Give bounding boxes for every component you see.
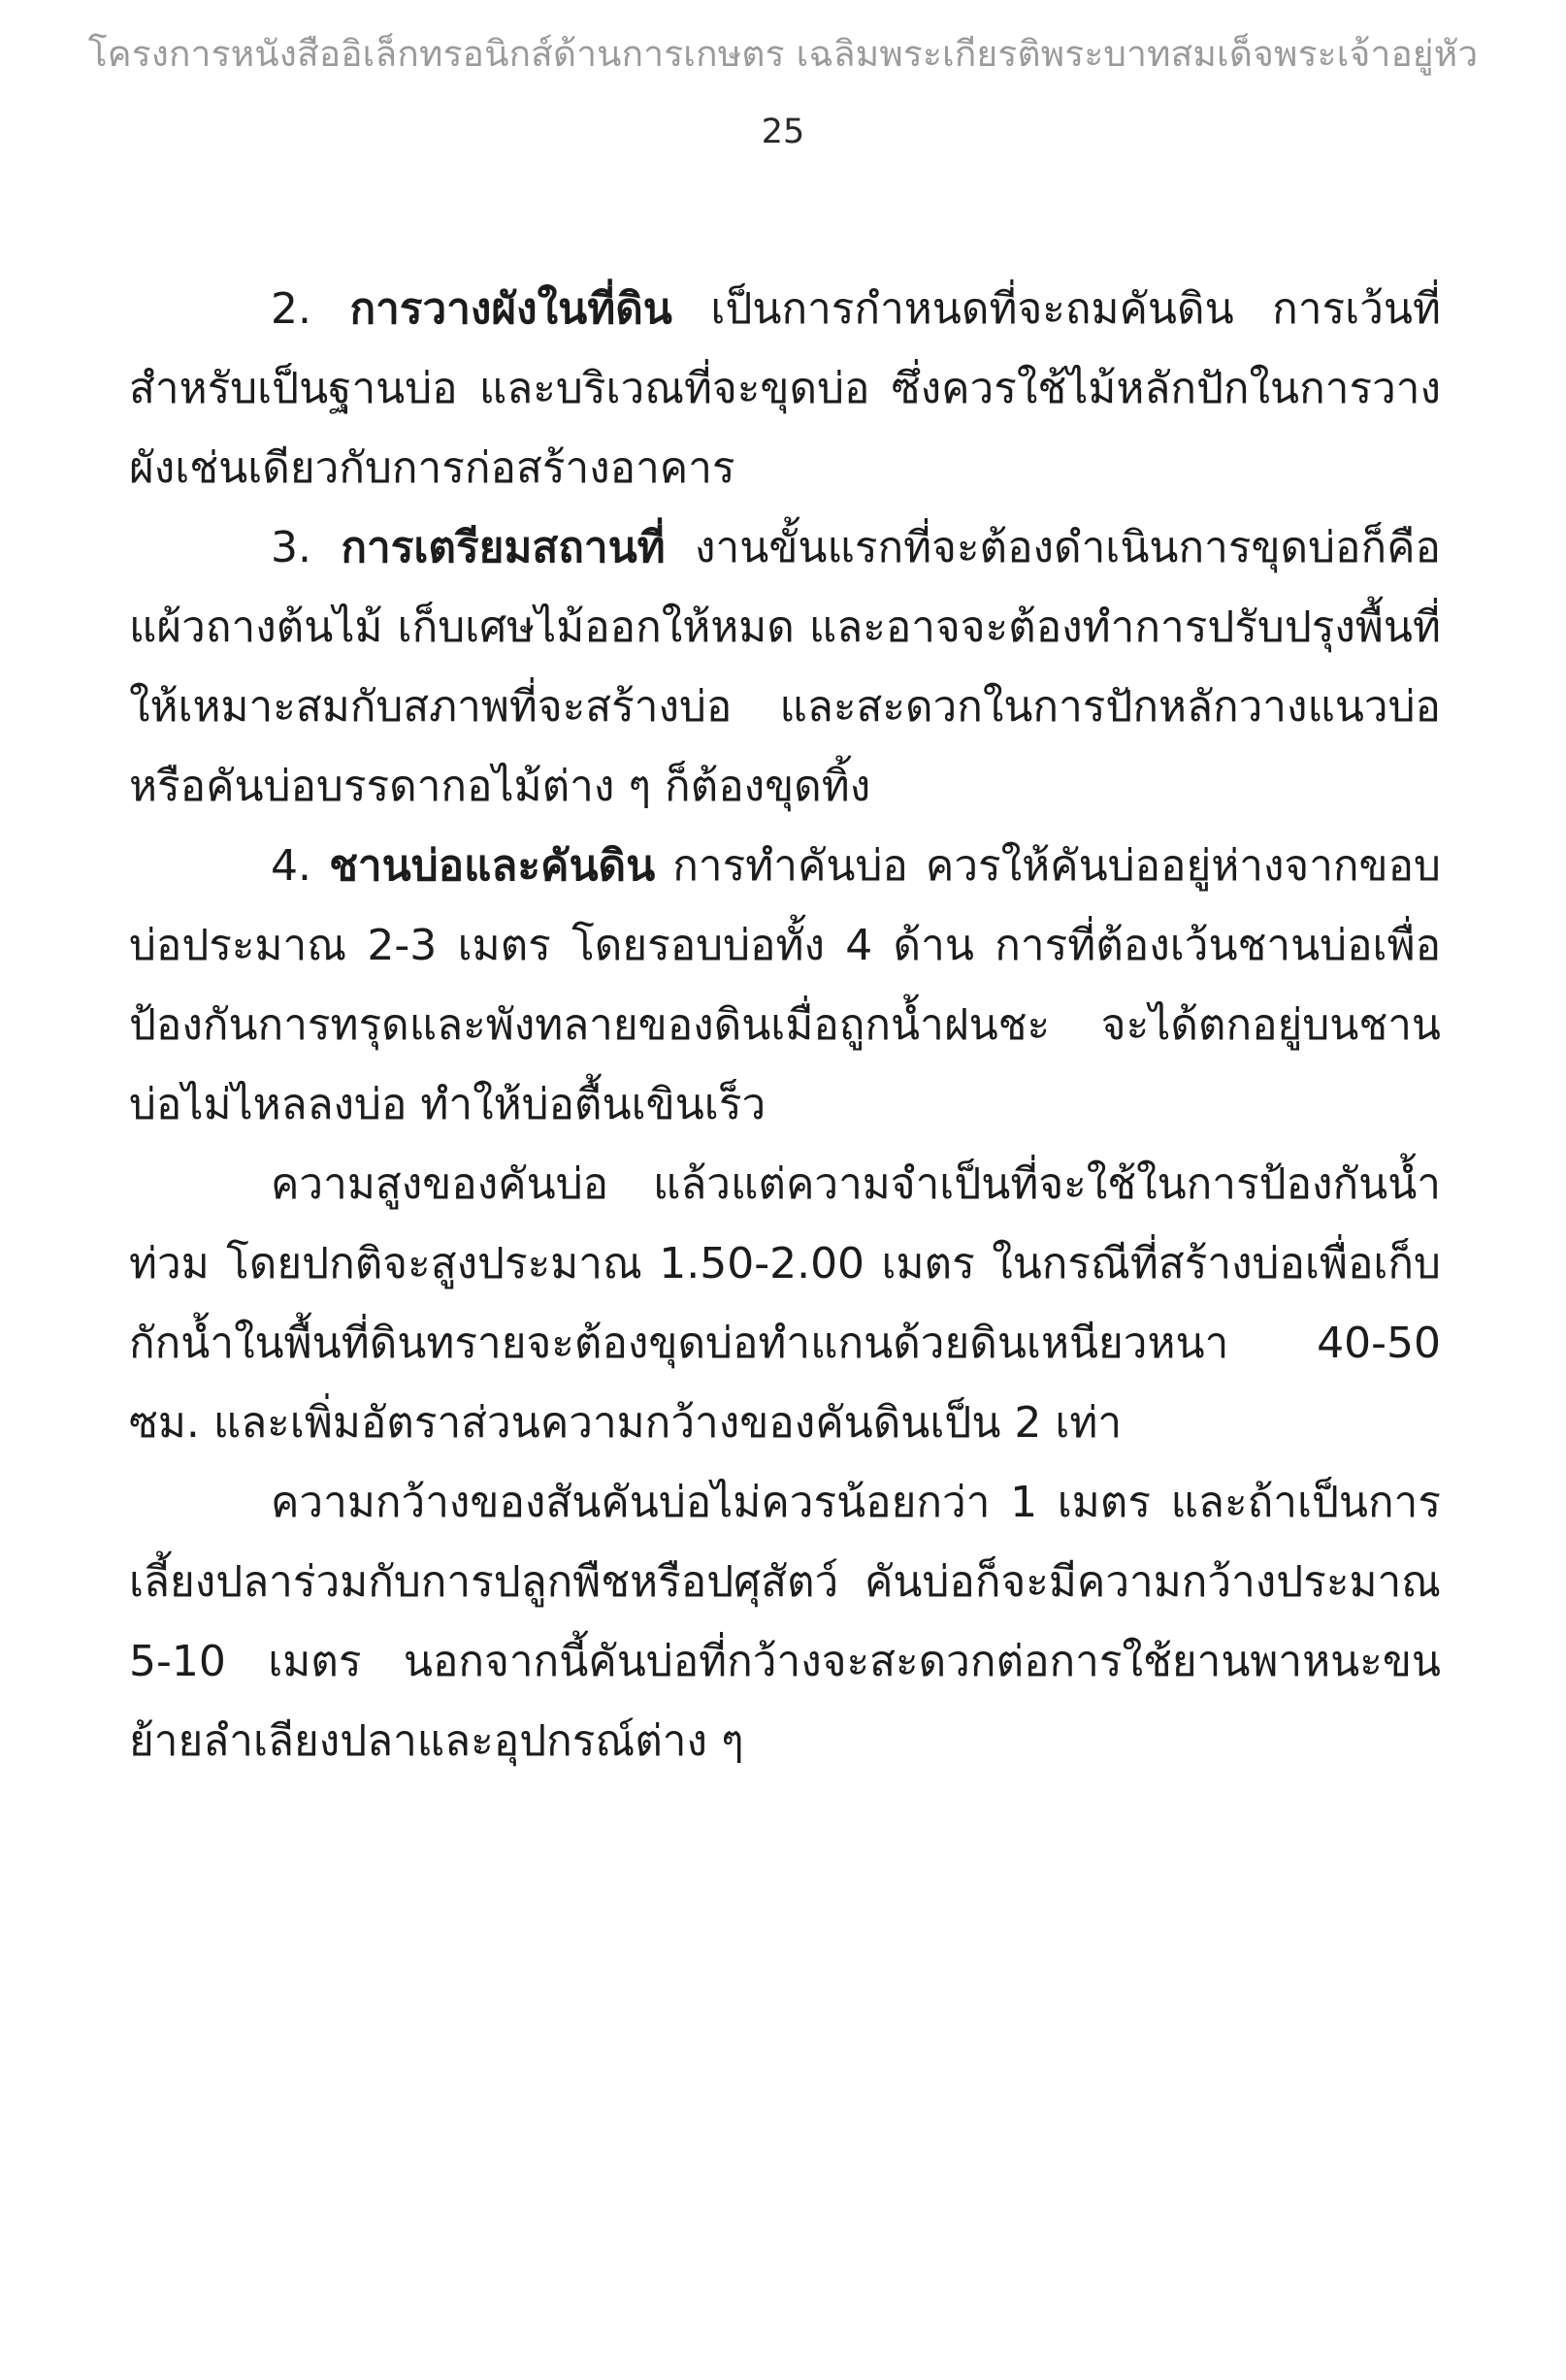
item-heading: ชานบ่อและคันดิน — [329, 841, 656, 891]
item-heading: การวางผังในที่ดิน — [349, 284, 672, 334]
body-text — [129, 270, 1441, 1781]
paragraph-layout-plan — [129, 270, 1441, 508]
item-number: 4. — [271, 841, 311, 891]
paragraph-site-preparation — [129, 508, 1441, 827]
item-heading: การเตรียมสถานที่ — [341, 523, 666, 572]
paragraph-pond-bank-and-dike — [129, 827, 1441, 1145]
paragraph-text: การทำคันบ่อ ควรให้คันบ่ออยู่ห่างจากขอบบ่อประมาณ 2-3 เมตร โดยรอบบ่อทั้ง 4 ด้าน การที่ต้องเว้นชานบ่อเพื่อป้องกันการทรุดและพังทลายของดินเมื่อถูกน้ำฝนชะ จะได้ตกอยู่บนชานบ่อไม่ไหลลงบ่อ ทำให้บ่อตื้นเขินเร็ว — [129, 841, 1441, 1129]
paragraph-text: ความกว้างของสันคันบ่อไม่ควรน้อยกว่า 1 เมตร และถ้าเป็นการเลี้ยงปลาร่วมกับการปลูกพืชหรือปศุสัตว์ คันบ่อก็จะมีความกว้างประมาณ 5-10 เมตร นอกจากนี้คันบ่อที่กว้างจะสะดวกต่อการใช้ยานพาหนะขนย้ายลำเลียงปลาและอุปกรณ์ต่าง ๆ — [129, 1478, 1441, 1766]
paragraph-dike-height — [129, 1145, 1441, 1463]
item-number: 2. — [271, 284, 311, 334]
paragraph-dike-width — [129, 1463, 1441, 1781]
paragraph-text: ความสูงของคันบ่อ แล้วแต่ความจำเป็นที่จะใช้ในการป้องกันน้ำท่วม โดยปกติจะสูงประมาณ 1.50-2.00 เมตร ในกรณีที่สร้างบ่อเพื่อเก็บกักน้ำในพื้นที่ดินทรายจะต้องขุดบ่อทำแกนด้วยดินเหนียวหนา 40-50 ซม. และเพิ่มอัตราส่วนความกว้างของคันดินเป็น 2 เท่า — [129, 1159, 1441, 1448]
running-header: โครงการหนังสืออิเล็กทรอนิกส์ด้านการเกษตร เฉลิมพระเกียรติพระบาทสมเด็จพระเจ้าอยู่หัว — [87, 33, 1479, 75]
paragraph-text: เป็นการกำหนดที่จะถมคันดิน การเว้นที่สำหรับเป็นฐานบ่อ และบริเวณที่จะขุดบ่อ ซึ่งควรใช้ไม้หลักปักในการวางผังเช่นเดียวกับการก่อสร้างอาคาร — [129, 284, 1441, 493]
page-number: 25 — [761, 113, 805, 151]
item-number: 3. — [271, 523, 311, 572]
paragraph-text: งานขั้นแรกที่จะต้องดำเนินการขุดบ่อก็คือแผ้วถางต้นไม้ เก็บเศษไม้ออกให้หมด และอาจจะต้องทำการปรับปรุงพื้นที่ให้เหมาะสมกับสภาพที่จะสร้างบ่อ และสะดวกในการปักหลักวางแนวบ่อหรือคันบ่อบรรดากอไม้ต่าง ๆ ก็ต้องขุดทิ้ง — [129, 523, 1441, 811]
